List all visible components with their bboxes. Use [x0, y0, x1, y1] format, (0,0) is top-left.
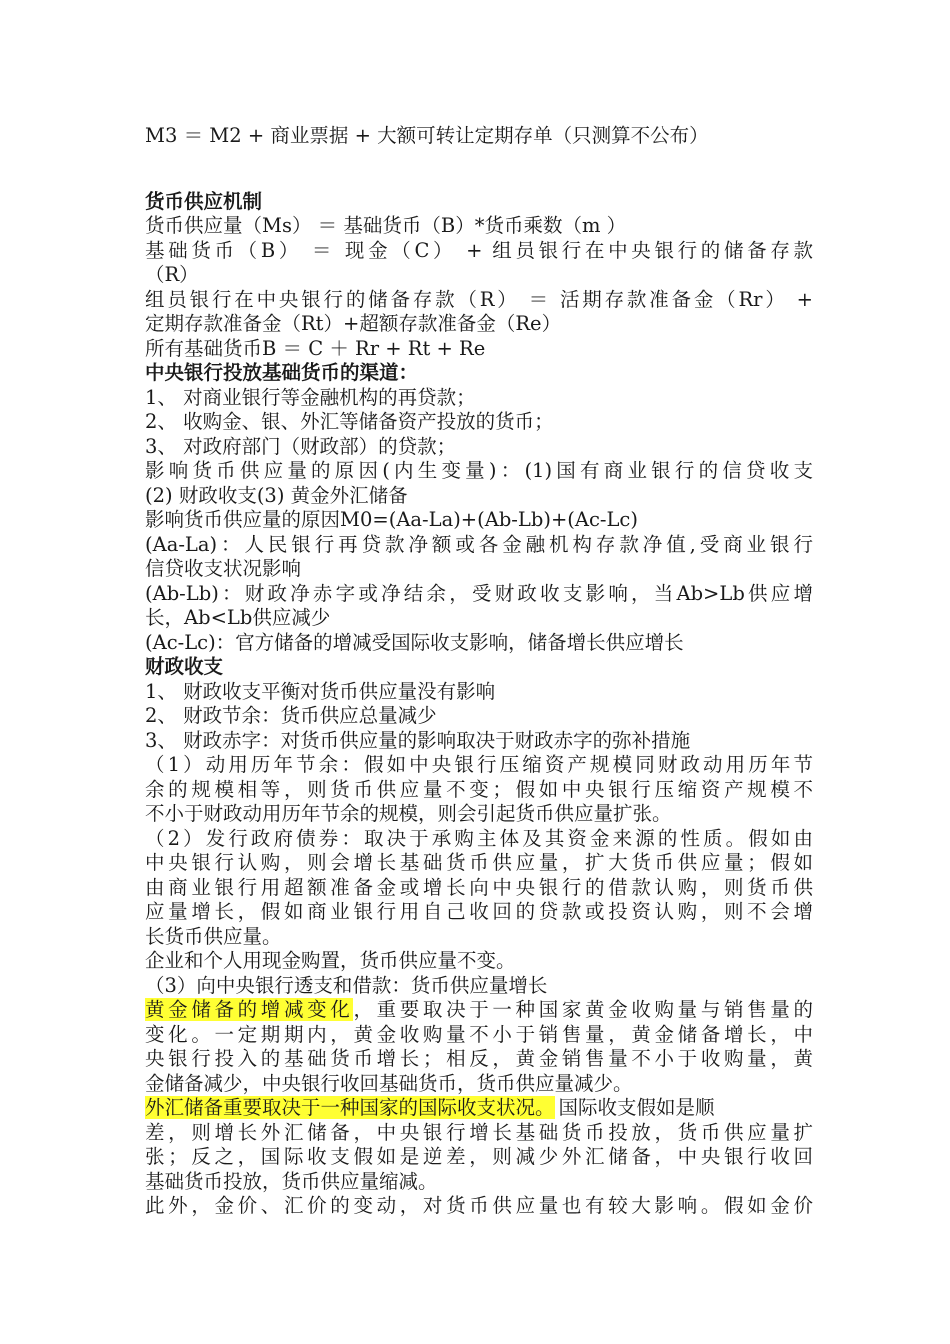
text-line: 由商业银行用超额准备金或增长向中央银行的借款认购，则货币供	[145, 875, 813, 899]
text-line: 组员银行在中央银行的储备存款（R） ＝ 活期存款准备金（Rr） +	[145, 287, 813, 311]
highlighted-text: 外汇储备重要取决于一种国家的国际收支状况。	[145, 1096, 555, 1119]
text-line: 应量增长，假如商业银行用自己收回的贷款或投资认购，则不会增	[145, 900, 813, 923]
text-line: 定期存款准备金（Rt）+超额存款准备金（Re）	[145, 312, 562, 335]
formula-line: 影响货币供应量的原因M0=(Aa-La)+(Ab-Lb)+(Ac-Lc)	[145, 508, 638, 531]
text-line: 中央银行认购，则会增长基础货币供应量，扩大货币供应量；假如	[145, 851, 813, 874]
list-item: 2、 收购金、银、外汇等储备资产投放的货币；	[145, 410, 554, 433]
text-line	[145, 1096, 813, 1121]
text-line: （R）	[145, 263, 199, 286]
text-line: 央银行投入的基础货币增长；相反，黄金销售量不小于收购量，黄	[145, 1047, 813, 1070]
document-page	[145, 124, 813, 1219]
text-line: （2）发行政府债券：取决于承购主体及其资金来源的性质。假如由	[145, 826, 813, 850]
text-line: 长货币供应量。	[145, 924, 282, 948]
text-line: 余的规模相等，则货币供应量不变；假如中央银行压缩资产规模不	[145, 777, 813, 801]
text-segment: ，重要取决于一种国家黄金收购量与销售量的	[353, 998, 813, 1021]
text-line: 差，则增长外汇储备，中央银行增长基础货币投放，货币供应量扩	[145, 1120, 813, 1144]
section-heading: 货币供应机制	[145, 189, 263, 213]
text-line: (Ab-Lb)：财政净赤字或净结余，受财政收支影响，当Ab>Lb供应增	[145, 581, 813, 605]
text-segment: 国际收支假如是顺	[558, 1096, 715, 1119]
text-line: 变化。一定期期内，黄金收购量不小于销售量，黄金储备增长，中	[145, 1022, 813, 1046]
text-line: 基础货币（B） ＝ 现金（C） + 组员银行在中央银行的储备存款	[145, 238, 813, 262]
text-line: 不小于财政动用历年节余的规模，则会引起货币供应量扩张。	[145, 802, 672, 825]
text-line: 张；反之，国际收支假如是逆差，则减少外汇储备，中央银行收回	[145, 1145, 813, 1168]
text-line: （1）动用历年节余：假如中央银行压缩资产规模同财政动用历年节	[145, 753, 813, 776]
highlighted-text: 黄金储备的增减变化	[145, 998, 354, 1021]
text-line: （3）向中央银行透支和借款：货币供应量增长	[145, 973, 548, 997]
text-line: (Ac-Lc)：官方储备的增减受国际收支影响，储备增长供应增长	[145, 630, 684, 654]
list-item: 1、 对商业银行等金融机构的再贷款；	[145, 385, 476, 409]
text-line: 所有基础货币B ＝ C ＋ Rr + Rt + Re	[145, 336, 486, 360]
text-line: (2) 财政收支(3) 黄金外汇储备	[145, 483, 408, 507]
text-line: 影响货币供应量的原因(内生变量)：(1)国有商业银行的信贷收支	[145, 459, 813, 482]
section-heading: 财政收支	[145, 655, 224, 678]
paragraph-gap	[145, 149, 813, 190]
text-line: 基础货币投放，货币供应量缩减。	[145, 1169, 438, 1193]
text-line: 货币供应量（Ms） ＝ 基础货币（B）*货币乘数（m ）	[145, 214, 627, 237]
text-line: 信贷收支状况影响	[145, 557, 302, 580]
text-line: 长，Ab<Lb供应减少	[145, 606, 331, 629]
text-line: (Aa-La)：人民银行再贷款净额或各金融机构存款净值,受商业银行	[145, 532, 813, 556]
list-item: 1、 财政收支平衡对货币供应量没有影响	[145, 679, 496, 703]
text-line	[145, 998, 813, 1023]
text-line: 企业和个人用现金购置，货币供应量不变。	[145, 949, 516, 972]
list-item: 3、 财政赤字：对货币供应量的影响取决于财政赤字的弥补措施	[145, 728, 691, 752]
list-item: 2、 财政节余：货币供应总量减少	[145, 704, 437, 727]
text-line: 此外，金价、汇价的变动，对货币供应量也有较大影响。假如金价	[145, 1194, 813, 1217]
list-item: 3、 对政府部门（财政部）的贷款；	[145, 434, 457, 458]
text-line: M3 ＝ M2 + 商业票据 + 大额可转让定期存单（只测算不公布）	[145, 124, 709, 147]
section-heading: 中央银行投放基础货币的渠道：	[145, 361, 419, 384]
text-line: 金储备减少，中央银行收回基础货币，货币供应量减少。	[145, 1071, 633, 1095]
